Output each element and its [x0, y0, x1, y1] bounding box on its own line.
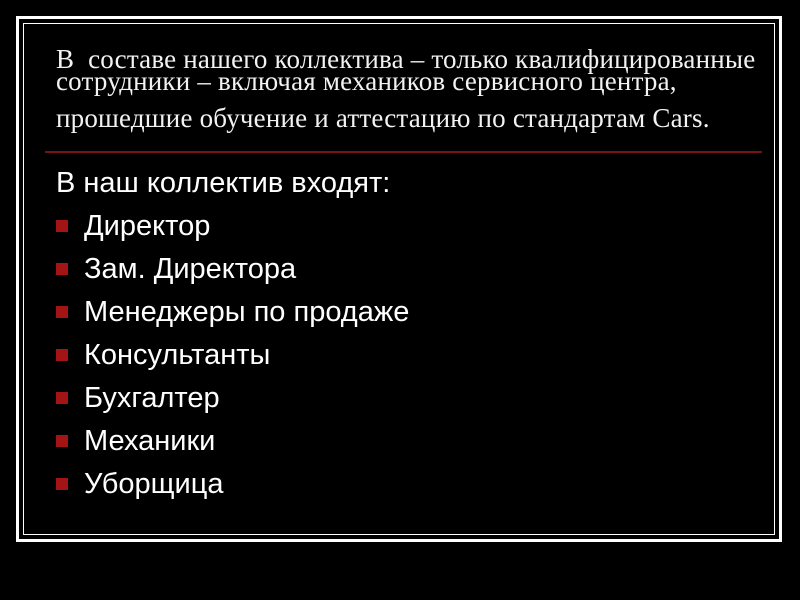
list-item [56, 377, 756, 420]
list-item [56, 205, 756, 248]
list-item-label: Консультанты [84, 339, 271, 371]
list-item-label: Менеджеры по продаже [84, 296, 410, 328]
list-item-label: Зам. Директора [84, 253, 297, 285]
bullet-square-icon [56, 263, 68, 275]
title-line: прошедшие обучение и аттестацию по стандартам Cars. [56, 103, 710, 133]
list-item [56, 291, 756, 334]
bullet-square-icon [56, 349, 68, 361]
list-item [56, 334, 756, 377]
list-item [56, 420, 756, 463]
bullet-square-icon [56, 435, 68, 447]
title-divider [45, 151, 762, 153]
list-item-label: Директор [84, 210, 211, 242]
list-item-label: Бухгалтер [84, 382, 220, 414]
bullet-square-icon [56, 306, 68, 318]
list-item [56, 248, 756, 291]
bullet-square-icon [56, 478, 68, 490]
title-line: сотрудники – включая механиков сервисного центра, [56, 66, 677, 96]
list-item-label: Уборщица [84, 468, 224, 500]
list-item [56, 463, 756, 506]
bullet-square-icon [56, 220, 68, 232]
body-header: В наш коллектив входят: [56, 167, 391, 199]
bullet-square-icon [56, 392, 68, 404]
slide-title [56, 44, 768, 133]
title-line: В составе нашего коллектива – только квалифицированные [56, 44, 756, 74]
bullet-list [56, 205, 756, 506]
list-item-label: Механики [84, 425, 216, 457]
